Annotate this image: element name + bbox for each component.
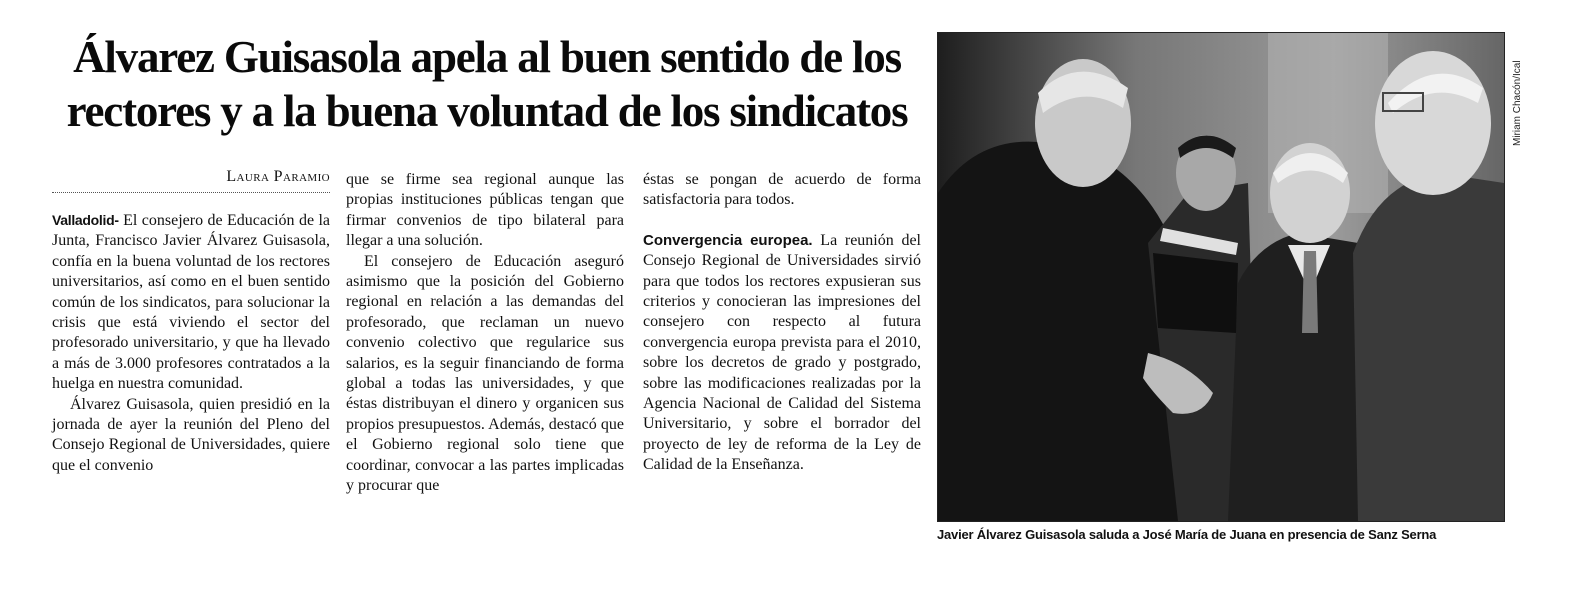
paragraph-6 [643, 231, 921, 476]
dateline: Valladolid- [52, 212, 119, 228]
article-column-3 [643, 170, 921, 476]
paragraph-6-text: La reunión del Consejo Regional de Universidades sirvió para que todos los rectores expusieran sus criterios y conocieran las impresiones del consejero con respecto al futura convergencia europa prevista para el 2010, sobre los decretos de grado y postgrado, sobre las modificaciones realizadas por la Agencia Nacional de Calidad del Sistema Universitario, y sobre el borrador del proyecto de ley de reforma de la Ley de Calidad de la Enseñanza. [643, 231, 921, 474]
paragraph-1 [52, 210, 330, 395]
photo-illustration [938, 33, 1504, 521]
article-column-2 [346, 170, 624, 497]
paragraph-1-text: El consejero de Educación de la Junta, Francisco Javier Álvarez Guisasola, confía en la buena voluntad de los rectores universitarios, así como en el buen sentido común de los sindicatos, para solucionar la crisis que está viviendo el sector del profesorado universitario, y que ha llevado a más de 3.000 profesores contratados a la huelga en nuestra comunidad. [52, 212, 330, 393]
paragraph-2: Álvarez Guisasola, quien presidió en la jornada de ayer la reunión del Pleno del Consejo Regional de Universidades, quiere que el convenio [52, 395, 330, 474]
paragraph-gap [643, 211, 921, 231]
article-column-1 [52, 210, 330, 476]
photo-credit: Miriam Chacón/Ical [1512, 60, 1523, 146]
headline-line-1: Álvarez Guisasola apela al buen sentido de los [73, 32, 901, 82]
byline-rule [52, 168, 330, 193]
byline: Laura Paramio [226, 168, 330, 185]
paragraph-4: El consejero de Educación aseguró asimismo que la posición del Gobierno regional en relación a las demandas del profesorado, que reclaman un nuevo convenio colectivo que regularice sus salarios, es la seguir financiando de forma global a todas las universidades, y que éstas distribuyan el dinero y organicen sus propios presupuestos. Además, destacó que el Gobierno regional solo tiene que coordinar, convocar a las partes implicadas y procurar que [346, 252, 624, 495]
paragraph-5: éstas se pongan de acuerdo de forma satisfactoria para todos. [643, 171, 921, 209]
paragraph-3: que se firme sea regional aunque las propias instituciones públicas tengan que firmar convenios de tipo bilateral para llegar a una solución. [346, 171, 624, 250]
subheading: Convergencia europea. [643, 231, 813, 249]
news-photo [937, 32, 1505, 522]
photo-caption: Javier Álvarez Guisasola saluda a José María de Juana en presencia de Sanz Serna [937, 527, 1437, 542]
headline-line-2: rectores y a la buena voluntad de los sindicatos [66, 86, 908, 136]
headline [52, 30, 922, 138]
